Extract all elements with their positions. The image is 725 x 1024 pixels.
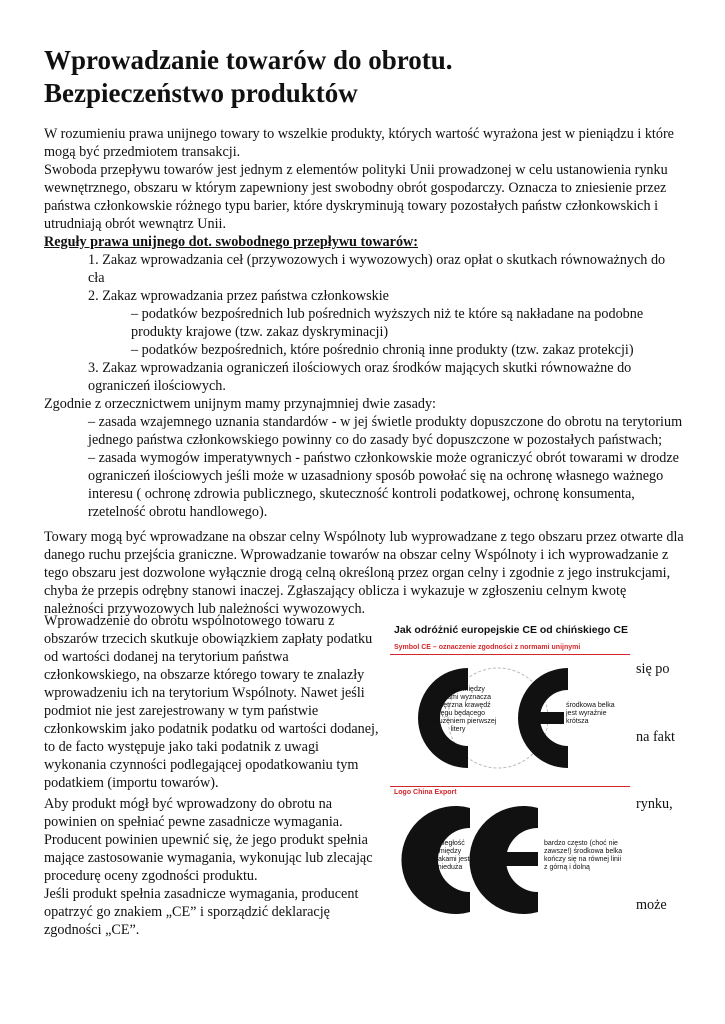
vat-section <box>44 612 384 792</box>
intro-section <box>44 125 684 521</box>
product-side-1: rynku, <box>636 796 673 812</box>
vat-side-1: się po <box>636 661 670 677</box>
vat-paragraph-2: wprowadzeniu ich na terytorium Wspólnoty. Nawet jeśli podmiot nie jest zarejestrowany w tym państwie członkowskim jako podatnik podatku od wartości dodanej, to de facto występuje jako taki podatnik z uwagi <box>44 685 379 755</box>
ce-comparison-figure <box>390 618 630 923</box>
rule-1: 1. Zakaz wprowadzania ceł (przywozowych i wywozowych) oraz opłat o skutkach równoważnych do cła <box>88 252 666 286</box>
figure-subtitle-china: Logo China Export <box>394 789 457 796</box>
product-section <box>44 795 384 939</box>
product-paragraph-3: Jeśli produkt spełnia zasadnicze wymagania, producent <box>44 886 359 902</box>
rule-3: 3. Zakaz wprowadzania ograniczeń ilościowych oraz środków mających skutki równoważne do ograniczeń ilościowych. <box>88 360 632 394</box>
rules-heading: Reguły prawa unijnego dot. swobodnego przepływu towarów: <box>44 234 419 250</box>
principle-1: – zasada wzajemnego uznania standardów - w jej świetle produkty dopuszczone do obrotu na terytorium jednego państwa członkowskiego powinny co do zasady być dopuszczone w pozostałych państwach; <box>88 414 683 448</box>
principle-2: – zasada wymogów imperatywnych - państwo członkowskie może ograniczyć obrót towarami w drodze ograniczeń ilościowych jeśli może w uzasadniony sposób powołać się na ochronę własnego ważnego interesu ( ochronę zdrowia publicznego, skuteczność kontroli podatkowej, ochronę konsumenta, rzetelność obrotu handlowego). <box>88 450 679 520</box>
page-title <box>44 44 453 110</box>
rule-2b: – podatków bezpośrednich, które pośrednio chronią inne produkty (tzw. zakaz protekcji) <box>131 342 634 358</box>
product-paragraph-4: opatrzyć go znakiem „CE” i sporządzić deklarację zgodności „CE”. <box>44 904 330 938</box>
figure-subtitle-eu: Symbol CE – oznaczenie zgodności z normami unijnymi <box>394 644 581 651</box>
case-law-intro: Zgodnie z orzecznictwem unijnym mamy przynajmniej dwie zasady: <box>44 396 436 412</box>
customs-paragraph: Towary mogą być wprowadzane na obszar celny Wspólnoty lub wyprowadzane z tego obszaru przez otwarte dla danego ruchu przejścia graniczne. Wprowadzanie towarów na obszar celny Wspólnoty i ich wyprowadzanie z tego obszaru jest dozwolone wyłącznie drogą celną określoną przez organ celny i zgodnie z jego instrukcjami, chyba że przepis odrębny stanowi inaczej. Zgłaszający oblicza i wykazuje w zgłoszeniu celnym kwotę należności przywozowych lub należności wywozowych. <box>44 529 684 617</box>
vat-paragraph-1: Wprowadzenie do obrotu wspólnotowego towaru z obszarów trzecich skutkuje obowiązkiem zapłaty podatku od wartości dodanej na terytorium państwa członkowskiego, na obszarze którego towary te znalazły <box>44 613 373 683</box>
figure-note-bar: środkowa belka jest wyraźnie krótsza <box>566 702 615 725</box>
figure-note-china-bar: bardzo często (choć nie zawsze!) środkowa belka kończy się na równej linii z górną i dolną <box>544 840 623 871</box>
product-paragraph-2: powinien on spełniać pewne zasadnicze wymagania. Producent powinien upewnić się, że jego produkt spełnia mające zastosowanie wymagania, wykonując lub zlecając procedurę oceny zgodności produktu. <box>44 814 373 884</box>
rule-2a: – podatków bezpośrednich lub pośrednich wyższych niż te które są nakładane na podobne produkty krajowe (tzw. zakaz dyskryminacji) <box>131 306 644 340</box>
title-line-2: Bezpieczeństwo produktów <box>44 78 358 108</box>
figure-title: Jak odróżnić europejskie CE od chińskiego CE <box>394 624 628 636</box>
rule-2: 2. Zakaz wprowadzania przez państwa członkowskie <box>88 288 389 304</box>
figure-note-china-spacing: odległość między znakami jest nieduża <box>430 840 470 871</box>
vat-paragraph-3: wykonania czynności podlegającej opodatkowaniu tym podatkiem (importu towarów). <box>44 757 359 791</box>
intro-paragraph-2: Swoboda przepływu towarów jest jednym z elementów polityki Unii prowadzonej w celu ustanowienia rynku wewnętrznego, obszaru w którym zapewniony jest swobodny obrót gospodarczy. Oznacza to zniesienie przez państwa członkowskie różnego typu barier, które dyskryminują towary pozostałych państw członkowskich i utrudniają obrót wewnątrz Unii. <box>44 162 668 232</box>
product-paragraph-1: Aby produkt mógł być wprowadzony do obrotu na <box>44 796 333 812</box>
vat-side-2: na fakt <box>636 729 675 745</box>
intro-paragraph-1: W rozumieniu prawa unijnego towary to wszelkie produkty, których wartość wyrażona jest w pieniądzu i które mogą być przedmiotem transakcji. <box>44 126 674 160</box>
figure-note-spacing: odległość między symbolami wyznacza wewnętrzna krawędź okręgu będącego przedłużeniem pierwszej litery <box>419 686 497 733</box>
product-side-2: może <box>636 897 667 913</box>
customs-section <box>44 528 684 618</box>
title-line-1: Wprowadzanie towarów do obrotu. <box>44 45 453 75</box>
